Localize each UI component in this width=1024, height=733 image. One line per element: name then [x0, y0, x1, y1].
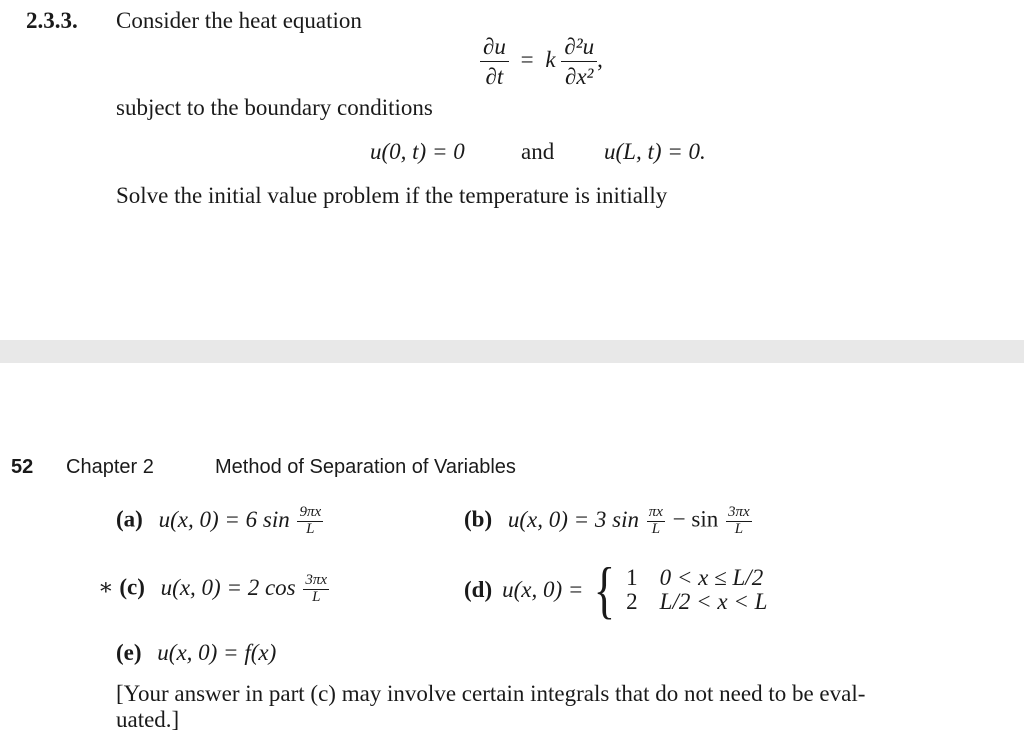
part-c-frac-num: 3πx [305, 572, 328, 588]
part-d [464, 554, 768, 625]
chapter-label: Chapter 2 [66, 456, 154, 478]
part-b-frac1-num: πx [648, 504, 663, 520]
page-separator [0, 340, 1024, 363]
part-a-label: (a) [116, 506, 143, 532]
page-number: 52 [11, 456, 34, 478]
part-c-star: ∗ [98, 574, 114, 600]
pde-equals: = [520, 47, 534, 73]
bc-intro: subject to the boundary conditions [116, 95, 433, 120]
pde-lhs-denominator: ∂t [485, 64, 504, 90]
part-d-brace: { [594, 554, 616, 625]
part-c-label: (c) [119, 574, 145, 600]
part-b [464, 505, 754, 538]
problem-number: 2.3.3. [26, 8, 78, 33]
part-d-cases [626, 566, 767, 614]
part-e-label: (e) [116, 640, 142, 665]
task-text: Solve the initial value problem if the temperature is initially [116, 183, 668, 208]
problem-intro: Consider the heat equation [116, 8, 362, 33]
pde-rhs-numerator: ∂²u [561, 34, 597, 62]
pde-rhs-fraction [561, 34, 597, 90]
part-b-expr: u(x, 0) = 3 sin [507, 506, 640, 532]
pde-rhs-denominator: ∂x² [564, 64, 594, 90]
bc-and: and [521, 139, 555, 164]
part-b-mid: − sin [672, 506, 719, 532]
bc-left: u(0, t) = 0 [370, 139, 465, 164]
part-a-expr: u(x, 0) = 6 sin [158, 506, 290, 532]
part-a-frac-num: 9πx [299, 504, 322, 520]
bc-right: u(L, t) = 0. [604, 139, 706, 164]
part-c-fraction [303, 573, 329, 606]
part-d-case1-condition: 0 < x ≤ L/2 [659, 564, 764, 590]
part-c-frac-den: L [312, 588, 321, 605]
section-title: Method of Separation of Variables [215, 456, 516, 478]
part-b-label: (b) [464, 506, 493, 532]
part-b-frac2-num: 3πx [728, 504, 750, 520]
part-e [116, 640, 276, 666]
part-b-fraction-1 [647, 505, 665, 538]
part-e-expr: u(x, 0) = f(x) [157, 640, 277, 665]
part-d-expr: u(x, 0) = [502, 577, 584, 602]
part-b-frac1-den: L [651, 520, 661, 537]
part-c [98, 573, 331, 606]
note-line-2: uated.] [116, 707, 180, 732]
part-b-frac2-den: L [734, 520, 744, 537]
part-b-fraction-2 [726, 505, 752, 538]
pde-lhs-fraction [480, 34, 509, 90]
note-line-1: [Your answer in part (c) may involve certain integrals that do not need to be eval- [116, 681, 866, 706]
part-d-case2-condition: L/2 < x < L [659, 589, 768, 614]
part-d-case2-value: 2 [626, 589, 638, 614]
pde-lhs-numerator: ∂u [480, 34, 509, 62]
pde-k: k [545, 47, 556, 73]
part-c-expr: u(x, 0) = 2 cos [160, 574, 296, 600]
part-d-case1-value: 1 [626, 564, 638, 590]
pde-comma: , [597, 47, 603, 73]
part-a-frac-den: L [306, 520, 315, 537]
part-a [116, 505, 325, 538]
part-a-fraction [297, 505, 323, 538]
heat-equation [480, 34, 603, 90]
part-d-label: (d) [464, 577, 493, 602]
